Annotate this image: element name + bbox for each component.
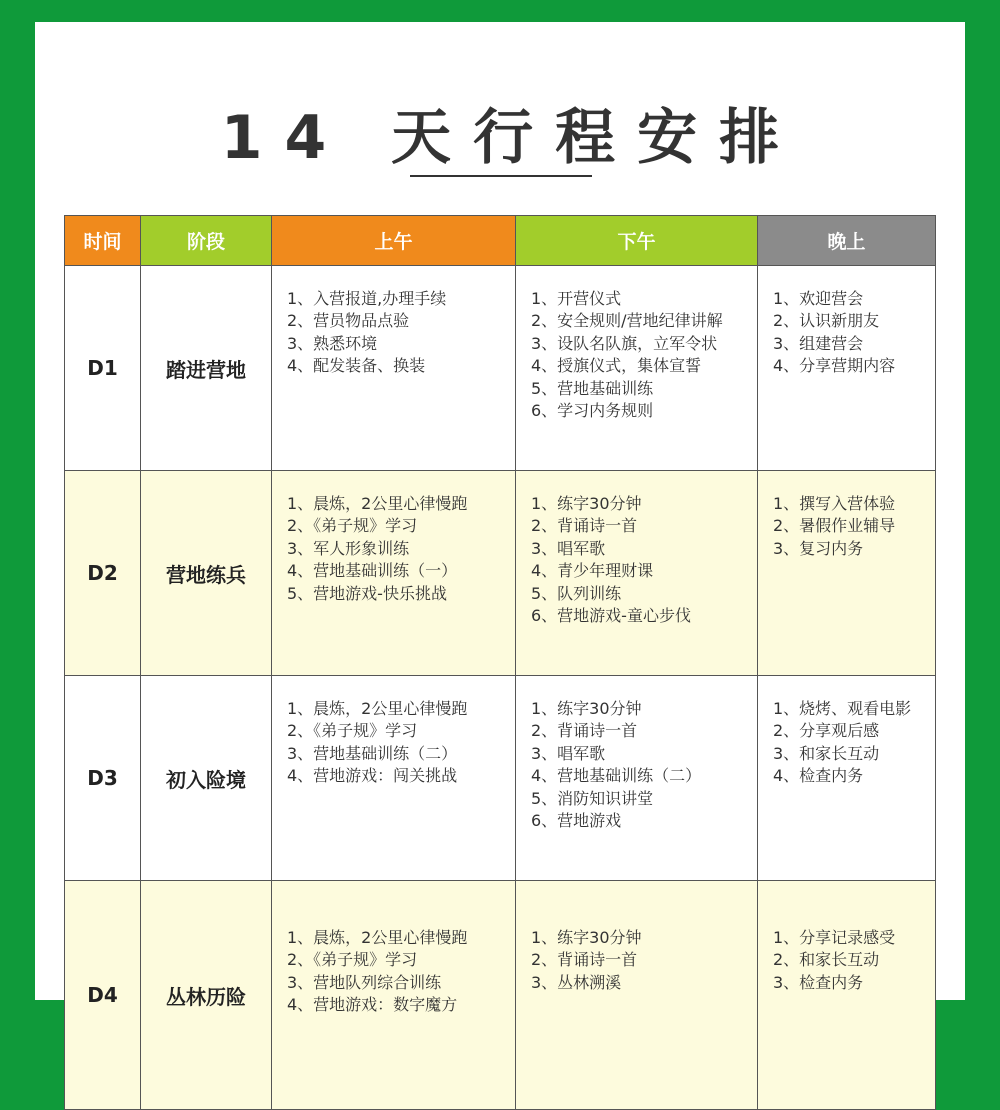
activity-item: 3、复习内务 xyxy=(773,538,864,558)
activity-item: 5、营地基础训练 xyxy=(531,378,654,398)
activity-item: 5、消防知识讲堂 xyxy=(531,788,654,808)
afternoon-activity-list xyxy=(531,698,757,832)
evening-activity-list xyxy=(773,493,935,560)
activity-item: 2、《弟子规》学习 xyxy=(287,721,418,741)
activity-item: 2、背诵诗一首 xyxy=(531,721,638,741)
activity-item: 3、丛林溯溪 xyxy=(531,972,622,992)
activity-item: 3、设队名队旗，立军令状 xyxy=(531,333,718,353)
activity-item: 4、营地游戏：数字魔方 xyxy=(287,995,458,1015)
header-stage: 阶段 xyxy=(141,216,272,266)
activity-item: 3、熟悉环境 xyxy=(287,333,378,353)
activity-item: 1、晨炼，2公里心律慢跑 xyxy=(287,494,468,513)
stage-label: 初入险境 xyxy=(141,676,272,881)
evening-activity-list xyxy=(773,698,935,788)
activity-item: 3、营地基础训练（二） xyxy=(287,743,458,763)
morning-activities xyxy=(272,266,516,471)
activity-item: 4、营地基础训练（一） xyxy=(287,561,458,581)
evening-activity-list xyxy=(773,927,935,994)
afternoon-activity-list xyxy=(531,288,757,422)
morning-activities xyxy=(272,471,516,676)
activity-item: 5、营地游戏-快乐挑战 xyxy=(287,583,447,603)
title-underline xyxy=(410,175,592,177)
schedule-row-d2 xyxy=(65,471,936,676)
activity-item: 4、分享营期内容 xyxy=(773,356,896,376)
header-afternoon: 下午 xyxy=(516,216,758,266)
activity-item: 1、分享记录感受 xyxy=(773,928,896,947)
activity-item: 4、营地基础训练（二） xyxy=(531,766,702,786)
activity-item: 2、和家长互动 xyxy=(773,950,880,970)
activity-item: 2、安全规则/营地纪律讲解 xyxy=(531,311,723,331)
evening-activities xyxy=(758,881,936,1110)
activity-item: 3、组建营会 xyxy=(773,333,864,353)
header-row xyxy=(65,216,936,266)
morning-activity-list xyxy=(287,698,515,788)
activity-item: 2、《弟子规》学习 xyxy=(287,950,418,970)
activity-item: 1、练字30分钟 xyxy=(531,928,642,947)
morning-activity-list xyxy=(287,493,515,605)
schedule-row-d3 xyxy=(65,676,936,881)
morning-activities xyxy=(272,881,516,1110)
activity-item: 3、检查内务 xyxy=(773,972,864,992)
activity-item: 4、检查内务 xyxy=(773,766,864,786)
day-label: D1 xyxy=(65,266,141,471)
activity-item: 1、晨炼，2公里心律慢跑 xyxy=(287,699,468,718)
activity-item: 3、唱军歌 xyxy=(531,743,606,763)
activity-item: 4、青少年理财课 xyxy=(531,561,654,581)
activity-item: 1、撰写入营体验 xyxy=(773,494,896,513)
header-morning: 上午 xyxy=(272,216,516,266)
afternoon-activities xyxy=(516,881,758,1110)
activity-item: 6、营地游戏 xyxy=(531,811,622,831)
activity-item: 2、《弟子规》学习 xyxy=(287,516,418,536)
activity-item: 1、开营仪式 xyxy=(531,289,622,308)
stage-label: 踏进营地 xyxy=(141,266,272,471)
activity-item: 5、队列训练 xyxy=(531,583,622,603)
day-label: D3 xyxy=(65,676,141,881)
activity-item: 2、认识新朋友 xyxy=(773,311,880,331)
day-label: D4 xyxy=(65,881,141,1110)
afternoon-activities xyxy=(516,266,758,471)
day-label: D2 xyxy=(65,471,141,676)
activity-item: 6、营地游戏-童心步伐 xyxy=(531,606,691,626)
evening-activities xyxy=(758,471,936,676)
activity-item: 1、欢迎营会 xyxy=(773,289,864,308)
header-evening: 晚上 xyxy=(758,216,936,266)
activity-item: 2、背诵诗一首 xyxy=(531,950,638,970)
activity-item: 1、烧烤、观看电影 xyxy=(773,699,912,718)
activity-item: 4、营地游戏：闯关挑战 xyxy=(287,766,458,786)
afternoon-activities xyxy=(516,471,758,676)
page-title: 14 天行程安排 xyxy=(220,103,802,173)
schedule-body xyxy=(65,266,936,1110)
activity-item: 4、授旗仪式，集体宣誓 xyxy=(531,356,702,376)
activity-item: 4、配发装备、换装 xyxy=(287,356,426,376)
activity-item: 3、军人形象训练 xyxy=(287,538,410,558)
activity-item: 2、分享观后感 xyxy=(773,721,880,741)
content-panel xyxy=(35,22,965,1015)
activity-item: 1、晨炼，2公里心律慢跑 xyxy=(287,928,468,947)
activity-item: 2、暑假作业辅导 xyxy=(773,516,896,536)
schedule-row-d1 xyxy=(65,266,936,471)
activity-item: 2、背诵诗一首 xyxy=(531,516,638,536)
activity-item: 3、营地队列综合训练 xyxy=(287,972,442,992)
afternoon-activity-list xyxy=(531,927,757,994)
evening-activities xyxy=(758,676,936,881)
activity-item: 6、学习内务规则 xyxy=(531,401,654,421)
activity-item: 1、入营报道,办理手续 xyxy=(287,289,447,308)
activity-item: 3、和家长互动 xyxy=(773,743,880,763)
activity-item: 2、营员物品点验 xyxy=(287,311,410,331)
header-time: 时间 xyxy=(65,216,141,266)
activity-item: 1、练字30分钟 xyxy=(531,699,642,718)
morning-activity-list xyxy=(287,927,515,1017)
morning-activity-list xyxy=(287,288,515,378)
activity-item: 3、唱军歌 xyxy=(531,538,606,558)
activity-item: 1、练字30分钟 xyxy=(531,494,642,513)
afternoon-activity-list xyxy=(531,493,757,627)
stage-label: 丛林历险 xyxy=(141,881,272,1110)
afternoon-activities xyxy=(516,676,758,881)
evening-activities xyxy=(758,266,936,471)
morning-activities xyxy=(272,676,516,881)
schedule-table xyxy=(64,215,936,1110)
schedule-row-d4 xyxy=(65,881,936,1110)
evening-activity-list xyxy=(773,288,935,378)
stage-label: 营地练兵 xyxy=(141,471,272,676)
